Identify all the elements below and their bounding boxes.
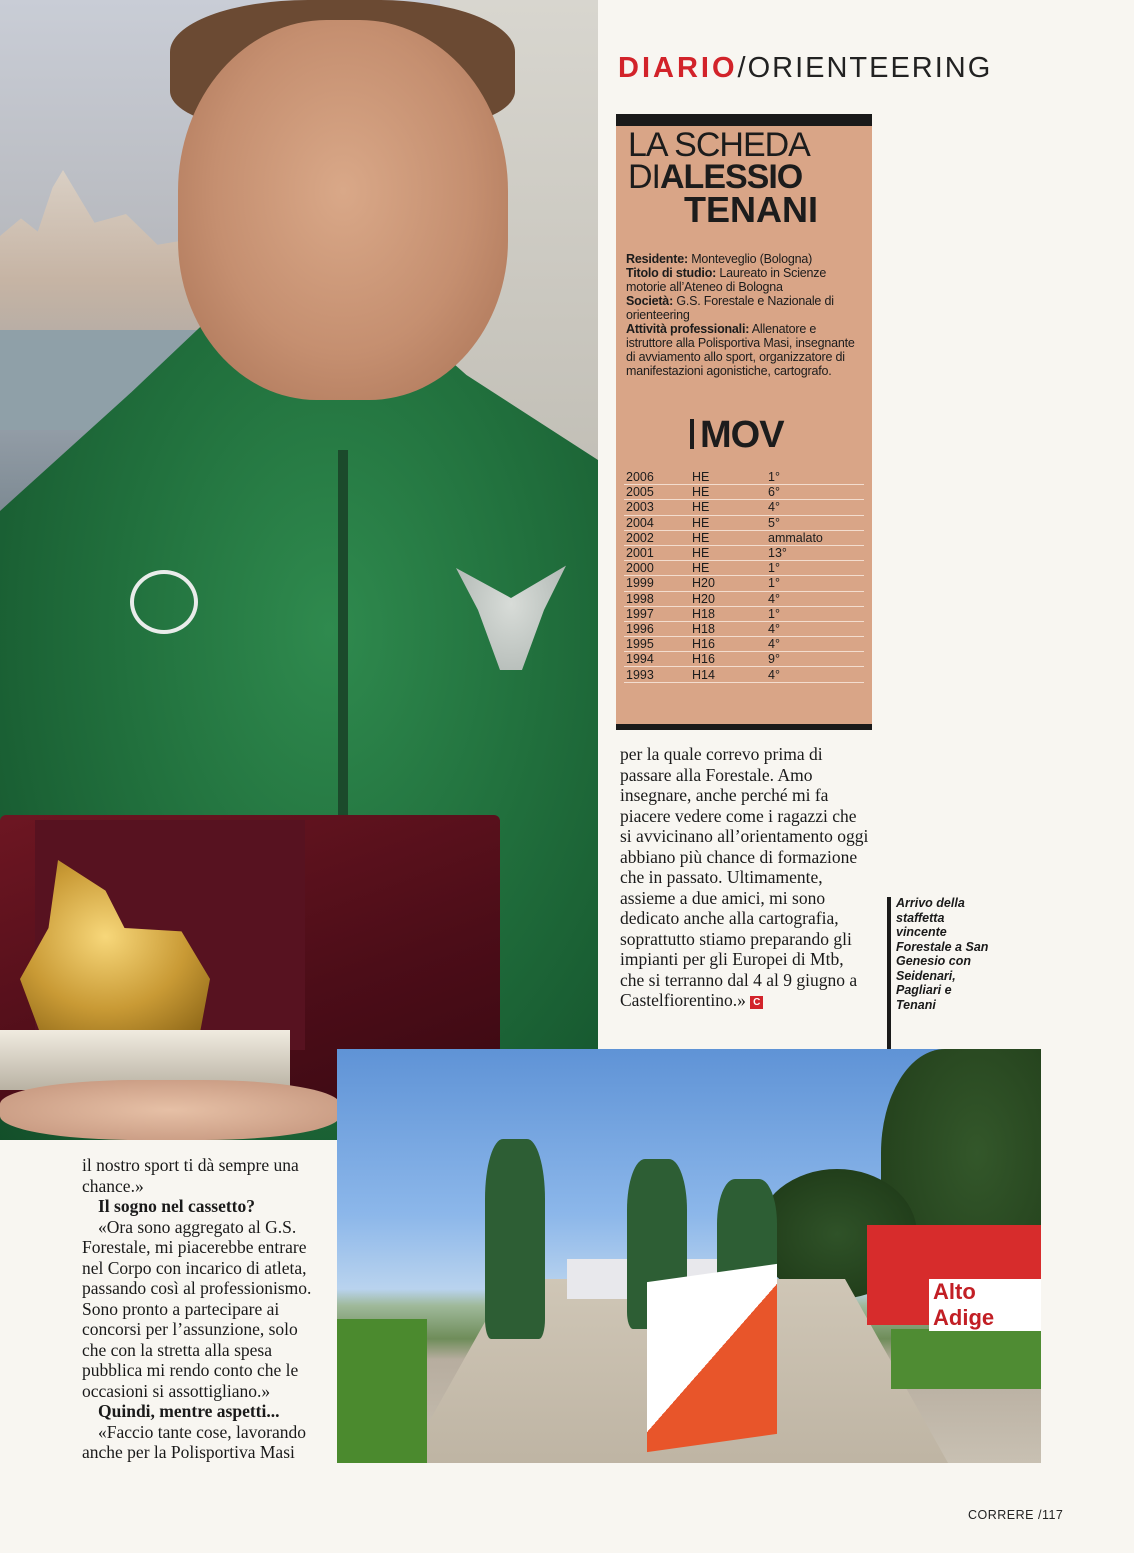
bio-label: Residente:	[626, 252, 688, 266]
heading-bar	[690, 419, 694, 449]
result-category: H20	[690, 576, 766, 591]
photo-caption: Arrivo della staffetta vincente Forestale a San Genesio con Seidenari, Pagliari e Tenani	[896, 896, 989, 1012]
page-folio: CORRERE /117	[968, 1508, 1064, 1522]
result-row	[624, 515, 864, 530]
result-category: H18	[690, 606, 766, 621]
card-title-lastname: TENANI	[684, 189, 818, 230]
grass-right	[891, 1329, 1041, 1389]
end-of-article-mark: C	[750, 996, 763, 1009]
result-row	[624, 470, 864, 485]
result-place: 1°	[766, 561, 864, 576]
header-brand: DIARIO	[618, 52, 738, 84]
result-place: 6°	[766, 485, 864, 500]
result-year: 1997	[624, 606, 690, 621]
result-place: 4°	[766, 621, 864, 636]
result-year: 1993	[624, 667, 690, 682]
article-text: per la quale correvo prima di passare alla Forestale. Amo insegnare, anche perché mi fa piacere vedere come i ragazzi che si avvicinano all’orientamento oggi abbiano più chance di formazione che in passato. Ultimamente, assieme a due amici, mi sono dedicato anche alla cartografia, soprattutto stiamo preparando gli impianti per gli Europei di Mtb, che si terranno dal 4 al 9 giugno a Castelfiorentino.»	[620, 744, 869, 1010]
sport-logo-icon	[130, 570, 198, 634]
card-title-prefix: DI	[628, 158, 660, 196]
result-row	[624, 591, 864, 606]
interview-question: Quindi, mentre aspetti...	[98, 1401, 280, 1421]
result-category: H14	[690, 667, 766, 682]
result-year: 1999	[624, 576, 690, 591]
bio-value: Allenatore e istruttore alla Polisportiva Masi, insegnante di avviamento allo sport, organizzatore di manifestazioni agonistiche, cartografo.	[626, 322, 855, 378]
result-year: 2004	[624, 515, 690, 530]
result-year: 1994	[624, 652, 690, 667]
bio-label: Società:	[626, 294, 674, 308]
banner-text: Alto Adige	[929, 1279, 1041, 1331]
bio-label: Attività professionali:	[626, 322, 750, 336]
card-title-firstname: ALESSIO	[660, 158, 803, 196]
header-section: ORIENTEERING	[747, 52, 993, 84]
result-category: HE	[690, 500, 766, 515]
result-place: 4°	[766, 667, 864, 682]
bio-value: Laureato in Scienze motorie all’Ateneo di Bologna	[626, 266, 827, 294]
result-year: 1998	[624, 591, 690, 606]
result-row	[624, 500, 864, 515]
result-year: 2006	[624, 470, 690, 485]
result-year: 1996	[624, 621, 690, 636]
header-separator: /	[737, 52, 748, 84]
bio-profession	[626, 322, 856, 378]
result-year: 2000	[624, 561, 690, 576]
result-place: ammalato	[766, 530, 864, 545]
result-place: 4°	[766, 637, 864, 652]
result-row	[624, 621, 864, 636]
result-row	[624, 545, 864, 560]
result-row	[624, 485, 864, 500]
runner-1	[485, 1139, 545, 1339]
result-year: 2005	[624, 485, 690, 500]
interview-question: Il sogno nel cassetto?	[98, 1196, 256, 1216]
athlete-profile-card	[616, 114, 872, 730]
hand	[0, 1080, 340, 1140]
result-place: 1°	[766, 470, 864, 485]
result-row	[624, 576, 864, 591]
result-year: 2001	[624, 545, 690, 560]
result-year: 2002	[624, 530, 690, 545]
result-place: 9°	[766, 652, 864, 667]
article-paragraph: «Ora sono aggregato al G.S. Forestale, mi piacerebbe entrare nel Corpo con incarico di atleta, passando così al professionismo. Sono pronto a partecipare ai concorsi per l’assunzione, solo che con la stretta alla spesa pubblica mi rendo conto che le occasioni si assottigliano.»	[82, 1216, 312, 1401]
article-column-left	[82, 1155, 322, 1463]
portrait-photo	[0, 0, 598, 1140]
result-category: H18	[690, 621, 766, 636]
result-category: HE	[690, 515, 766, 530]
bio-education	[626, 266, 856, 294]
result-place: 1°	[766, 576, 864, 591]
result-category: H20	[690, 591, 766, 606]
result-year: 2003	[624, 500, 690, 515]
bio-label: Titolo di studio:	[626, 266, 717, 280]
result-row	[624, 530, 864, 545]
section-header	[618, 52, 992, 85]
orienteering-control-flag-icon	[647, 1264, 777, 1452]
result-place: 5°	[766, 515, 864, 530]
card-title-line1: LA SCHEDA	[628, 126, 810, 164]
article-paragraph: «Faccio tante cose, lavorando anche per la Polisportiva Masi	[82, 1421, 306, 1462]
result-place: 13°	[766, 545, 864, 560]
result-place: 1°	[766, 606, 864, 621]
grass-left	[337, 1319, 427, 1463]
result-category: HE	[690, 561, 766, 576]
result-place: 4°	[766, 591, 864, 606]
caption-rule	[887, 897, 891, 1049]
result-category: HE	[690, 485, 766, 500]
card-title	[628, 128, 818, 228]
bio-residence	[626, 252, 856, 266]
bio-value: G.S. Forestale e Nazionale di orienteering	[626, 294, 834, 322]
result-year: 1995	[624, 637, 690, 652]
article-paragraph	[620, 744, 870, 1011]
result-category: H16	[690, 652, 766, 667]
article-paragraph: il nostro sport ti dà sempre una chance.»	[82, 1155, 299, 1196]
result-row	[624, 561, 864, 576]
result-category: H16	[690, 637, 766, 652]
article-column-right	[620, 744, 870, 1011]
result-category: HE	[690, 545, 766, 560]
alto-adige-banner	[867, 1225, 1041, 1330]
results-heading-text: MOV	[700, 414, 784, 456]
results-table	[624, 470, 864, 683]
athlete-face	[178, 20, 508, 400]
result-place: 4°	[766, 500, 864, 515]
result-row	[624, 637, 864, 652]
result-row	[624, 606, 864, 621]
card-bio	[626, 252, 856, 378]
bio-club	[626, 294, 856, 322]
result-row	[624, 652, 864, 667]
result-category: HE	[690, 470, 766, 485]
result-category: HE	[690, 530, 766, 545]
result-row	[624, 667, 864, 682]
bio-value: Monteveglio (Bologna)	[691, 252, 813, 266]
race-finish-photo	[337, 1049, 1041, 1463]
results-heading	[690, 414, 784, 457]
